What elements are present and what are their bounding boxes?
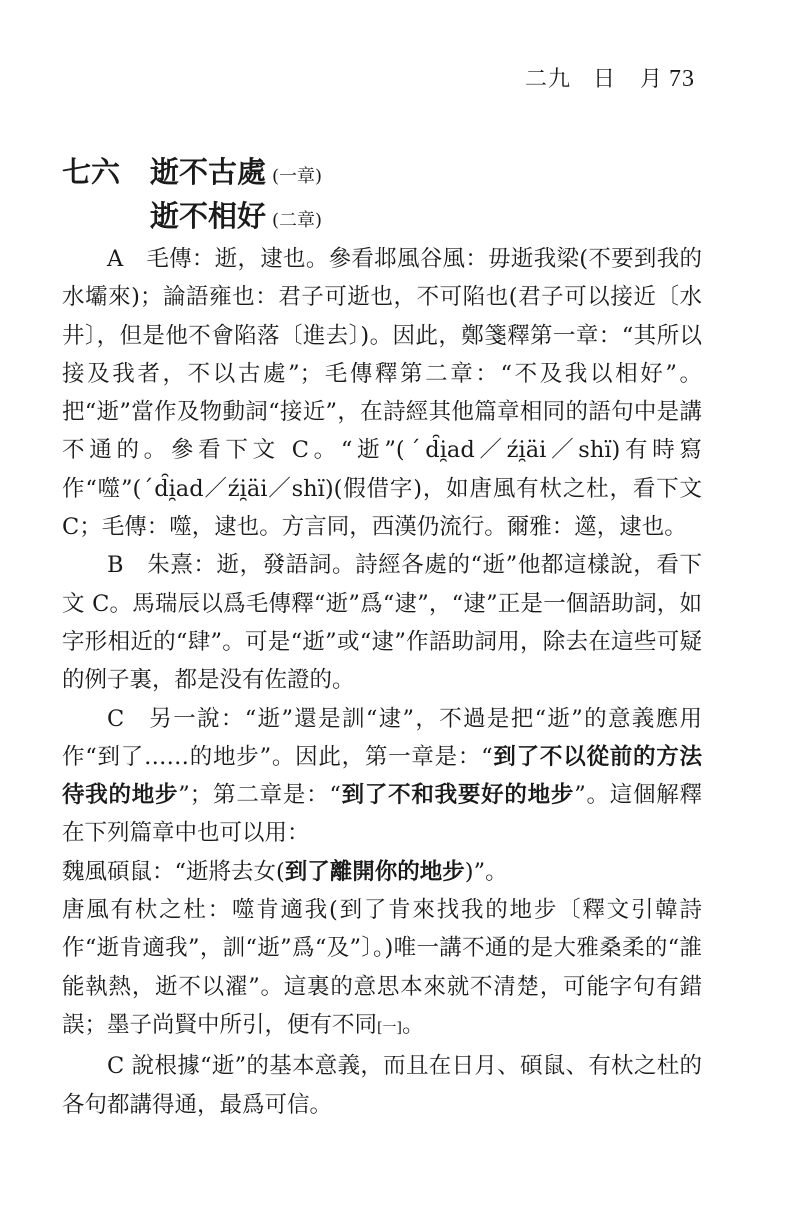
quote-tang-feng-end: 。 — [401, 1011, 425, 1038]
quote-wei-feng-pre: 魏風碩鼠：“逝將去女( — [62, 858, 285, 885]
quote-wei-feng-emphasis: 到了離開你的地步 — [284, 858, 465, 885]
entry-heading-2: 逝不相好 — [150, 199, 267, 233]
entry-heading-1: 逝不古處 — [150, 155, 267, 189]
entry-heading-1-note: (一章) — [272, 166, 323, 187]
paragraph-c-label: C — [107, 705, 125, 732]
quote-tang-feng — [62, 891, 702, 1047]
paragraph-conclusion-text: C 說根據“逝”的基本意義，而且在日月、碩鼠、有杕之杜的各句都講得通，最爲可信。 — [62, 1053, 702, 1118]
entry-title-line-1 — [62, 150, 322, 191]
paragraph-a-text: 毛傳：逝，逮也。參看邶風谷風：毋逝我梁(不要到我的水壩來)；論語雍也：君子可逝也，不可陷也(君子可以接近〔水井〕，但是他不會陷落〔進去〕)。因此，鄭箋釋第一章：“其所以接及我者，不以古處”；毛傳釋第二章：“不及我以相好”。把“逝”當作及物動詞“接近”，在詩經其他篇章相同的語句中是講不通的。參看下文 C。“逝”(ˊd̑i̯ad／źi̯äi／shï)有時寫作“噬”(ˊd̑i̯ad／źi̯äi／shï)(假借字)，如唐風有杕之杜，看下文 C；毛傳：噬，逮也。方言同，西漢仍流行。爾雅：遾，逮也。 — [62, 246, 702, 541]
paragraph-a-label: A — [107, 246, 124, 272]
running-header — [525, 62, 695, 93]
header-chapter: 二九 — [524, 67, 571, 92]
entry-title-line-2 — [150, 194, 322, 235]
paragraph-c-text-mid: ”；第二章是：“ — [178, 782, 341, 809]
paragraph-b-text: 朱熹：逝，發語詞。詩經各處的“逝”他都這樣說，看下文 C。馬瑞辰以爲毛傳釋“逝”爲“逮”，“逮”正是一個語助詞，如字形相近的“肆”。可是“逝”或“逮”作語助詞用，除去在這些可疑的例子裏，都是没有佐證的。 — [62, 552, 702, 694]
paragraph-a — [62, 240, 702, 546]
paragraph-c-text-post: ”。這個解釋在下列篇章中也可以用： — [62, 782, 702, 847]
footnote-marker: [一] — [377, 1019, 402, 1036]
paragraph-c-emphasis-1: 到了不以從前的方法待我的地步 — [62, 743, 702, 809]
paragraph-b — [62, 546, 702, 699]
paragraph-conclusion — [62, 1047, 702, 1124]
paragraph-c-emphasis-2: 到了不和我要好的地步 — [340, 782, 575, 809]
paragraph-c — [62, 700, 702, 853]
paragraph-c-text: 另一說：“逝”還是訓“逮”，不過是把“逝”的意義應用作“到了……的地步”。因此，第一章是：“ — [62, 705, 702, 770]
header-moon: 月 — [639, 67, 663, 92]
header-sun: 日 — [592, 67, 616, 92]
entry-heading-2-note: (二章) — [272, 210, 323, 231]
quote-wei-feng — [62, 853, 702, 891]
page-number: 73 — [669, 66, 695, 92]
entry-body — [62, 240, 702, 1124]
quote-wei-feng-post: )”。 — [464, 858, 508, 885]
entry-number: 七六 — [62, 155, 121, 189]
paragraph-b-label: B — [107, 552, 124, 579]
quote-tang-feng-text: 唐風有杕之杜：噬肯適我(到了肯來找我的地步〔釋文引韓詩作“逝肯適我”，訓“逝”爲“及”〕。)唯一講不通的是大雅桑柔的“誰能執熱，逝不以濯”。這裏的意思本來就不清楚，可能字句有錯誤；墨子尚賢中所引，便有不同 — [62, 897, 702, 1038]
